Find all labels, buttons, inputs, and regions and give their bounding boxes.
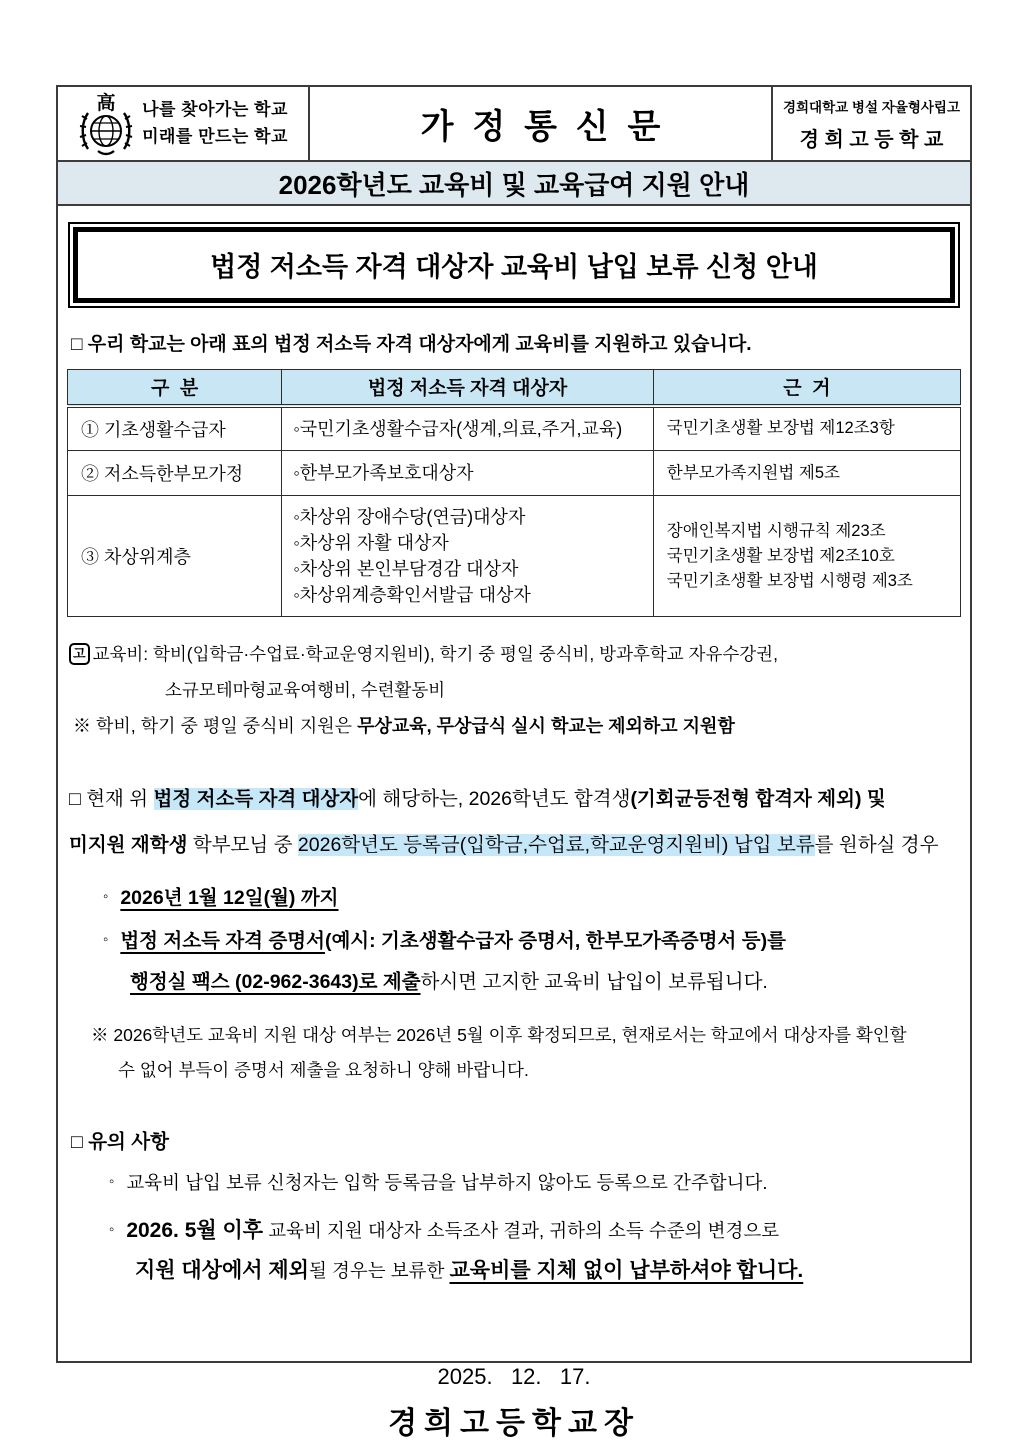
cautions-section [67, 1126, 961, 1290]
apply-highlight-2: 2026학년도 등록금(입학금,수업료,학교운영지원비) 납입 보류 [297, 834, 815, 856]
bullet-icon: ◦ [103, 931, 109, 948]
emblem-glyph: 高 [96, 92, 116, 114]
deadline-bullet [103, 876, 961, 919]
confirmation-note-line1: ※ 2026학년도 교육비 지원 대상 여부는 2026년 5월 이후 확정되므로, 현재로서는 학교에서 대상자를 확인할 [91, 1025, 907, 1045]
table-row [68, 451, 961, 496]
note-box-mark: 고 [69, 643, 90, 665]
row3-targets [282, 496, 653, 617]
apply-bold-2: 미지원 재학생 [69, 834, 188, 856]
document-body [58, 222, 970, 1442]
application-paragraph [67, 776, 961, 868]
caution-payment-bold: 교육비를 지체 없이 납부하셔야 합니다. [449, 1259, 804, 1282]
col-header-targets: 법정 저소득 자격 대상자 [282, 370, 653, 406]
caution-item-2-bold: 2026. 5월 이후 [126, 1219, 264, 1242]
document-underline-text: 법정 저소득 자격 증명서 [120, 930, 325, 952]
row3-basis-3: 국민기초생활 보장법 시행령 제3조 [666, 571, 913, 590]
deadline-text: 2026년 1월 12일(월) 까지 [120, 887, 339, 909]
row3-basis-1: 장애인복지법 시행규칙 제23조 [666, 521, 886, 540]
school-affiliation: 경희대학교 병설 자율형사립고 [782, 99, 961, 115]
document-rest-text: (예시: 기초생활수급자 증명서, 한부모가족증명서 등)를 [324, 930, 786, 952]
application-bullets [67, 876, 961, 1003]
col-header-category: 구 분 [68, 370, 282, 406]
main-title-box [68, 222, 960, 308]
row3-target-1: ◦차상위 장애수당(연금)대상자 [293, 507, 526, 527]
caution-item-1-text: 교육비 납입 보류 신청자는 입학 등록금을 납부하지 않아도 등록으로 간주합니다. [126, 1172, 768, 1193]
fee-note-star-line [69, 708, 961, 744]
row2-basis: 한부모가족지원법 제5조 [653, 451, 960, 496]
school-slogan [142, 97, 288, 150]
caution-item-2-rest: 교육비 지원 대상자 소득조사 결과, 귀하의 소득 수준의 변경으로 [263, 1220, 780, 1241]
row2-targets: ◦한부모가족보호대상자 [282, 451, 653, 496]
row3-target-4: ◦차상위계층확인서발급 대상자 [293, 585, 531, 605]
table-row [68, 406, 961, 451]
caution-item-2-line2 [71, 1252, 961, 1290]
apply-suffix: 를 원하실 경우 [814, 834, 939, 856]
col-header-basis: 근 거 [653, 370, 960, 406]
main-title: 법정 저소득 자격 대상자 교육비 납입 보류 신청 안내 [73, 227, 955, 303]
caution-item-1 [71, 1163, 961, 1202]
row3-category: ③ 차상위계층 [68, 496, 282, 617]
header-school-cell [773, 87, 970, 160]
row3-target-2: ◦차상위 자활 대상자 [293, 533, 449, 553]
bullet-icon: ◦ [109, 1221, 115, 1238]
apply-bold-1: (기회균등전형 합격자 제외) 및 [630, 788, 886, 810]
table-row [68, 496, 961, 617]
apply-prefix: □ 현재 위 [69, 788, 154, 810]
caution-mid-text: 될 경우는 보류한 [308, 1260, 450, 1281]
low-income-support-table [67, 369, 961, 617]
caution-item-2 [71, 1211, 961, 1250]
fee-note-star-bold: 무상교육, 무상급식 실시 학교는 제외하고 지원함 [357, 716, 735, 736]
bullet-icon: ◦ [103, 888, 109, 905]
school-name: 경 희 고 등 학 교 [799, 128, 944, 151]
row2-category: ② 저소득한부모가정 [68, 451, 282, 496]
confirmation-note-line2: 수 없어 부득이 증명서 제출을 요청하니 양해 바랍니다. [118, 1060, 529, 1080]
header-logo-cell [58, 87, 310, 160]
submit-rest-text: 하시면 고지한 교육비 납입이 보류됩니다. [420, 971, 768, 993]
row3-basis-2: 국민기초생활 보장법 제2조10호 [666, 546, 895, 565]
bullet-icon: ◦ [109, 1173, 115, 1190]
notice-title-band: 2026학년도 교육비 및 교육급여 지원 안내 [58, 162, 970, 206]
fee-note-star-prefix: ※ 학비, 학기 중 평일 중식비 지원은 [73, 716, 358, 736]
row3-basis [653, 496, 960, 617]
row1-targets: ◦국민기초생활수급자(생계,의료,주거,교육) [282, 406, 653, 451]
apply-highlight-1: 법정 저소득 자격 대상자 [153, 788, 359, 810]
caution-exclusion-bold: 지원 대상에서 제외 [135, 1259, 309, 1282]
fee-note-line1 [69, 636, 961, 672]
cautions-heading: □ 유의 사항 [71, 1131, 169, 1153]
row3-target-3: ◦차상위 본인부담경감 대상자 [293, 559, 519, 579]
apply-mid-1: 에 해당하는, 2026학년도 합격생 [358, 788, 631, 810]
row1-category: ① 기초생활수급자 [68, 406, 282, 451]
issue-date: 2025. 12. 17. [437, 1364, 591, 1389]
fee-note-line1-text: 교육비: 학비(입학금·수업료·학교운영지원비), 학기 중 평일 중식비, 방과후학교 자유수강권, [92, 644, 778, 664]
principal-signature: 경희고등학교장 [388, 1407, 640, 1440]
table-header-row [68, 370, 961, 406]
document-frame [56, 85, 972, 1440]
submit-underline-text: 행정실 팩스 (02-962-3643)로 제출 [130, 971, 421, 993]
submit-line [103, 962, 961, 1003]
apply-mid-2: 학부모님 중 [187, 834, 298, 856]
slogan-line-2: 미래를 만드는 학교 [142, 126, 288, 146]
intro-paragraph: □ 우리 학교는 아래 표의 법정 저소득 자격 대상자에게 교육비를 지원하고 있습니다. [71, 334, 752, 355]
document-header [58, 87, 970, 162]
document-bullet [103, 919, 961, 962]
confirmation-note [67, 1018, 961, 1088]
document-type-title: 가 정 통 신 문 [310, 87, 773, 160]
school-emblem-icon [78, 91, 134, 157]
fee-definition-note [67, 636, 961, 744]
fee-note-line2: 소규모테마형교육여행비, 수련활동비 [165, 680, 446, 700]
slogan-line-1: 나를 찾아가는 학교 [142, 100, 288, 120]
row1-basis: 국민기초생활 보장법 제12조3항 [653, 406, 960, 451]
